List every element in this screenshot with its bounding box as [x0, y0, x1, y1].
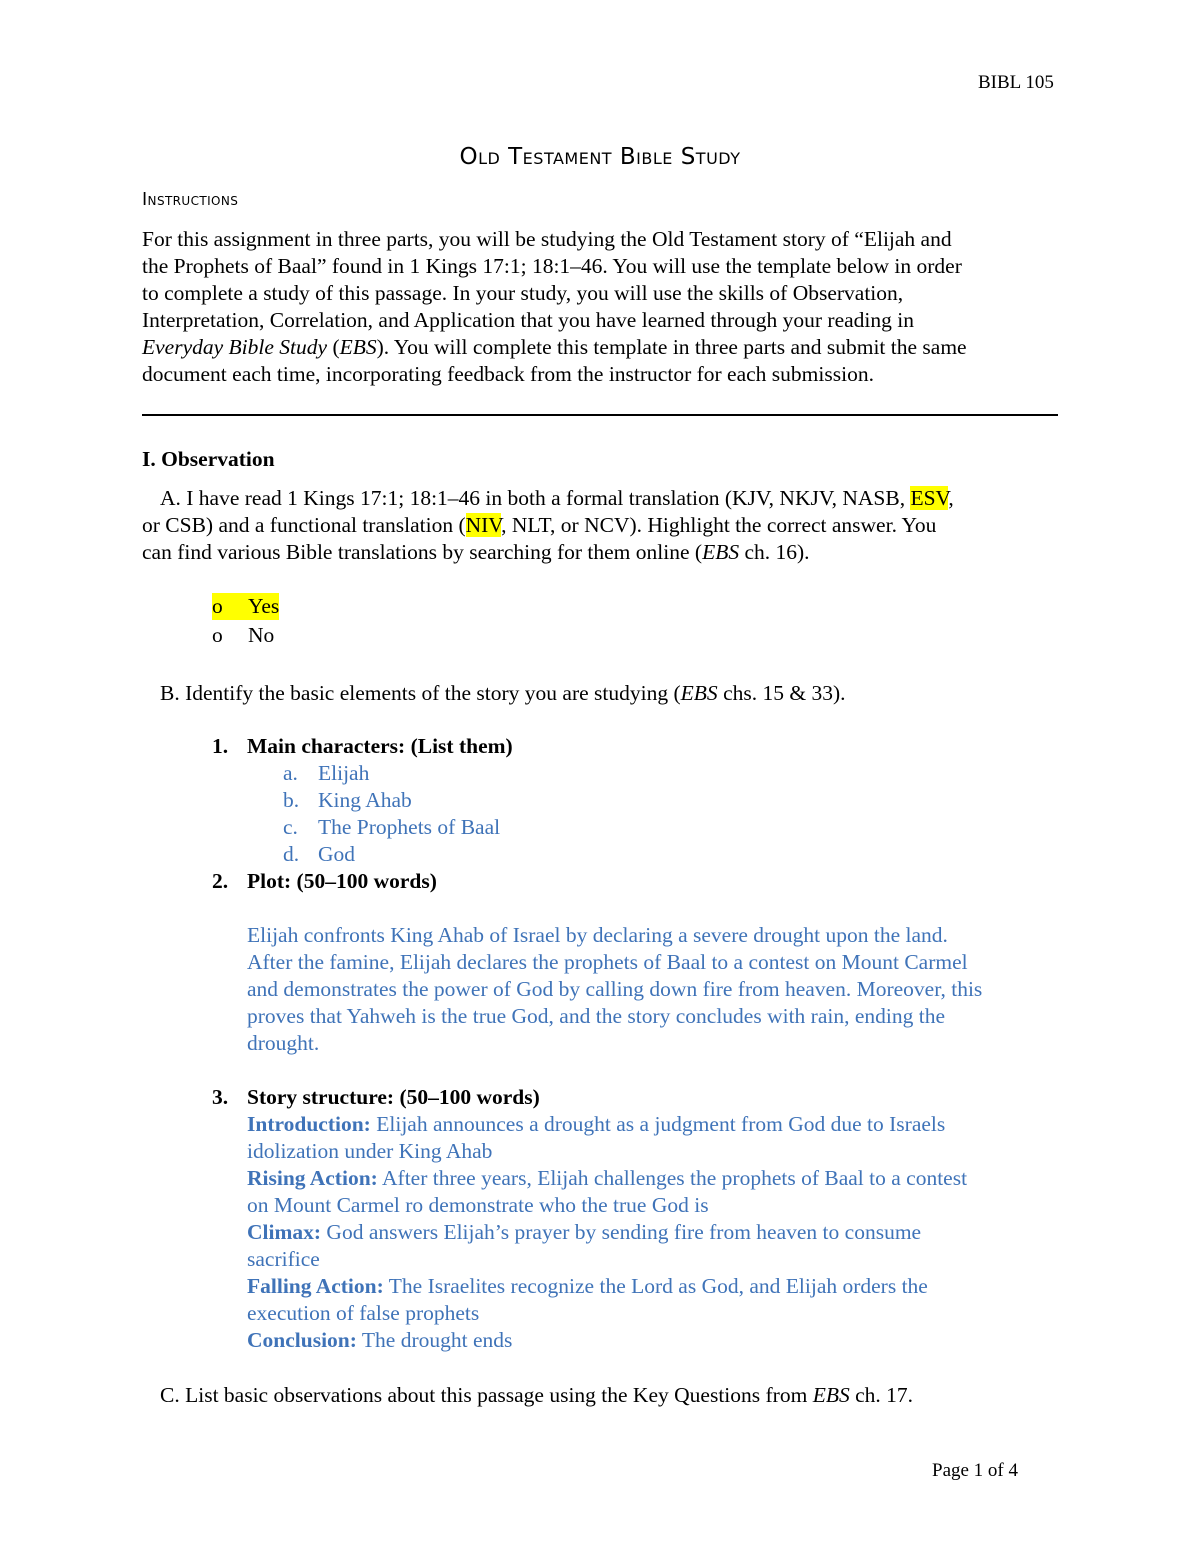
- text-span: ). You will complete this template in three parts and submit the same: [376, 335, 967, 359]
- structure-conclusion: [247, 1327, 512, 1354]
- structure-line: sacrifice: [247, 1247, 320, 1271]
- list-letter: c.: [283, 815, 298, 839]
- highlight-niv: NIV: [465, 513, 502, 537]
- structure-label: Story structure: (50–100 words): [247, 1085, 540, 1109]
- instructions-line: to complete a study of this passage. In your study, you will use the skills of Observation,: [142, 281, 904, 305]
- list-letter: b.: [283, 788, 300, 812]
- text-span: After three years, Elijah challenges the prophets of Baal to a contest: [377, 1166, 968, 1190]
- structure-line: execution of false prophets: [247, 1301, 480, 1325]
- instructions-line: document each time, incorporating feedback from the instructor for each submission.: [142, 362, 874, 386]
- main-characters-label: Main characters: (List them): [247, 734, 513, 758]
- text-span: chs. 15 & 33).: [717, 681, 846, 705]
- bullet-icon: o: [212, 594, 223, 618]
- text-span: , NLT, or NCV). Highlight the correct answer. You: [501, 513, 937, 537]
- plot-line: drought.: [247, 1031, 320, 1055]
- character-item: The Prophets of Baal: [318, 815, 501, 839]
- item-number: 2.: [212, 869, 229, 893]
- plot-line: Elijah confronts King Ahab of Israel by declaring a severe drought upon the land.: [247, 923, 948, 947]
- text-span: God answers Elijah’s prayer by sending fire from heaven to consume: [321, 1220, 922, 1244]
- bullet-icon: o: [212, 623, 223, 647]
- page-number: Page 1 of 4: [932, 1460, 1019, 1481]
- book-abbr: EBS: [702, 540, 740, 564]
- option-no[interactable]: [212, 622, 274, 649]
- instructions-line: For this assignment in three parts, you will be studying the Old Testament story of “Elijah and: [142, 227, 952, 251]
- structure-term: Conclusion:: [247, 1328, 357, 1352]
- item-number: 1.: [212, 734, 229, 758]
- book-title: Everyday Bible Study: [142, 335, 328, 359]
- structure-term: Introduction:: [247, 1112, 371, 1136]
- structure-falling-action: [247, 1273, 928, 1300]
- plot-line: proves that Yahweh is the true God, and the story concludes with rain, ending the: [247, 1004, 946, 1028]
- instructions-line: the Prophets of Baal” found in 1 Kings 17:1; 18:1–46. You will use the template below in order: [142, 254, 962, 278]
- observation-heading: I. Observation: [142, 447, 275, 471]
- instructions-heading: Instructions: [142, 190, 239, 210]
- part-b-line: [160, 680, 845, 707]
- character-item: God: [318, 842, 356, 866]
- character-item: King Ahab: [318, 788, 412, 812]
- structure-rising-action: [247, 1165, 967, 1192]
- text-span: can find various Bible translations by searching for them online (: [142, 540, 703, 564]
- plot-label: Plot: (50–100 words): [247, 869, 437, 893]
- item-number: 3.: [212, 1085, 229, 1109]
- text-span: B. Identify the basic elements of the story you are studying (: [160, 681, 681, 705]
- structure-introduction: [247, 1111, 945, 1138]
- part-c-line: [160, 1382, 913, 1409]
- book-abbr: EBS: [680, 681, 718, 705]
- plot-line: and demonstrates the power of God by calling down fire from heaven. Moreover, this: [247, 977, 983, 1001]
- structure-line: on Mount Carmel ro demonstrate who the true God is: [247, 1193, 709, 1217]
- part-a-line: [160, 485, 954, 512]
- text-span: ch. 16).: [739, 540, 810, 564]
- structure-line: idolization under King Ahab: [247, 1139, 493, 1163]
- highlight-esv: ESV: [910, 486, 949, 510]
- text-span: The drought ends: [356, 1328, 513, 1352]
- option-label: Yes: [248, 594, 280, 618]
- book-abbr: EBS: [339, 335, 377, 359]
- text-span: ,: [948, 486, 954, 510]
- structure-term: Falling Action:: [247, 1274, 384, 1298]
- list-letter: a.: [283, 761, 298, 785]
- instructions-line: [142, 334, 967, 361]
- course-code: BIBL 105: [978, 72, 1054, 93]
- text-span: The Israelites recognize the Lord as God, and Elijah orders the: [383, 1274, 928, 1298]
- structure-term: Climax:: [247, 1220, 322, 1244]
- document-title: Old Testament Bible Study: [459, 144, 741, 170]
- instructions-line: Interpretation, Correlation, and Application that you have learned through your reading in: [142, 308, 914, 332]
- structure-term: Rising Action:: [247, 1166, 378, 1190]
- text-span: C. List basic observations about this passage using the Key Questions from: [160, 1383, 813, 1407]
- text-span: or CSB) and a functional translation (: [142, 513, 466, 537]
- option-label: No: [248, 623, 275, 647]
- text-span: Elijah announces a drought as a judgment from God due to Israels: [370, 1112, 946, 1136]
- part-a-line: [142, 512, 936, 539]
- option-yes[interactable]: [212, 593, 279, 620]
- text-span: ch. 17.: [849, 1383, 914, 1407]
- structure-climax: [247, 1219, 921, 1246]
- section-divider: [142, 414, 1058, 416]
- list-letter: d.: [283, 842, 300, 866]
- part-a-line: [142, 539, 810, 566]
- text-span: A. I have read 1 Kings 17:1; 18:1–46 in both a formal translation (KJV, NKJV, NASB,: [160, 486, 911, 510]
- text-span: (: [327, 335, 340, 359]
- book-abbr: EBS: [812, 1383, 850, 1407]
- plot-line: After the famine, Elijah declares the prophets of Baal to a contest on Mount Carmel: [247, 950, 968, 974]
- character-item: Elijah: [318, 761, 370, 785]
